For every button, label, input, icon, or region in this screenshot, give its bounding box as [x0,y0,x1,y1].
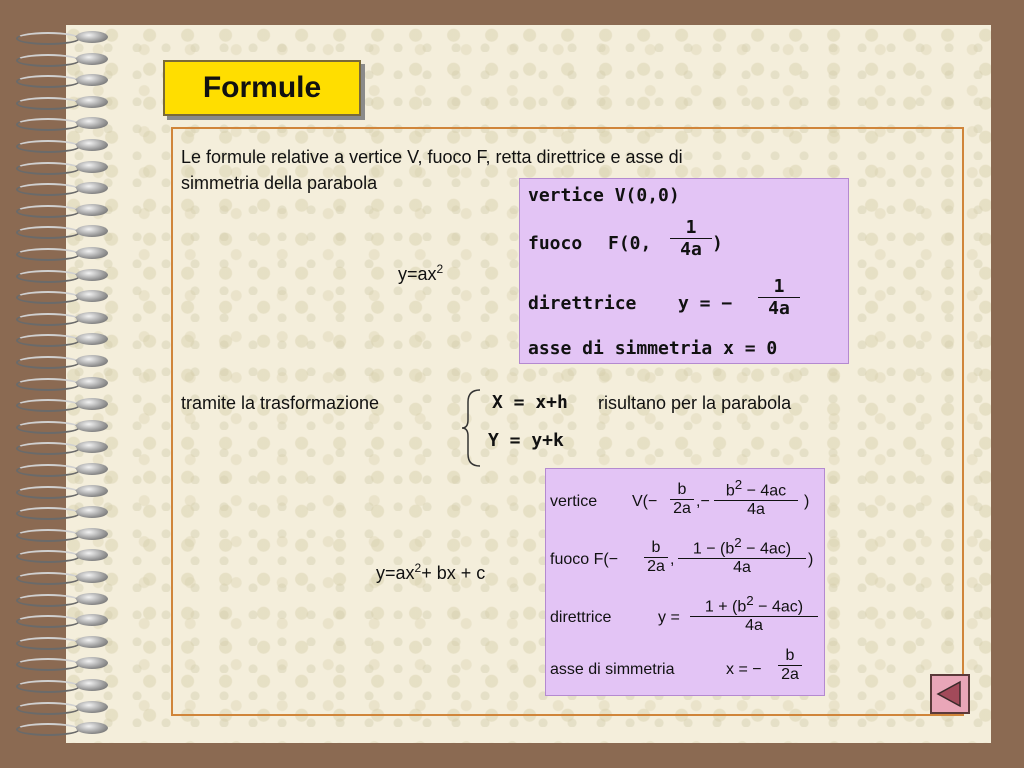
equation-simple-exponent: 2 [436,262,444,276]
formula-box-simple [519,178,849,364]
spiral-ring-icon [6,376,108,390]
focus-open: F(0, [608,233,652,254]
spiral-ring-icon [6,548,108,562]
intro-text-line2: simmetria della parabola [181,173,378,193]
g-focus-frac2 [678,535,806,577]
square-exponent: 2 [734,535,742,550]
minus-4ac: − 4ac) [753,598,804,616]
g-focus-frac2-num [678,535,806,558]
g-focus-frac2-den: 4a [733,559,751,577]
g-focus-close: ) [808,551,814,568]
spiral-ring-icon [6,635,108,649]
result-label: risultano per la parabola [598,393,792,413]
spiral-ring-icon [6,73,108,87]
g-axis-frac [778,647,802,684]
directrix-fraction-den: 4a [768,298,790,319]
spiral-ring-icon [6,700,108,714]
b-symbol: b [725,482,735,500]
back-arrow-icon [936,680,964,708]
spiral-ring-icon [6,505,108,519]
equation-simple-base: y=ax [398,264,437,284]
one-minus-b: 1 − (b [692,540,735,558]
equation-simple [398,256,443,287]
g-directrix-frac-num [690,593,818,616]
spiral-ring-icon [6,332,108,346]
g-vertex-frac1-num: b [677,481,687,498]
spiral-ring-icon [6,354,108,368]
spiral-ring-icon [6,721,108,735]
spiral-ring-icon [6,289,108,303]
equation-general-exponent: 2 [414,561,422,575]
spiral-ring-icon [6,116,108,130]
g-axis-frac-den: 2a [781,666,799,683]
g-vertex-close: ) [804,493,810,510]
directrix-fraction [758,276,800,319]
g-vertex-frac2-num [714,477,798,500]
spiral-ring-icon [6,527,108,541]
spiral-ring-icon [6,678,108,692]
spiral-ring-icon [6,484,108,498]
spiral-ring-icon [6,181,108,195]
spiral-ring-icon [6,203,108,217]
g-focus-comma: , [670,551,675,568]
spiral-ring-icon [6,570,108,584]
intro-text-line1: Le formule relative a vertice V, fuoco F, retta direttrice e asse di [181,147,683,167]
spiral-ring-icon [6,419,108,433]
directrix-eq: y = − [678,293,733,314]
g-vertex-frac2-den: 4a [747,501,765,519]
g-vertex-frac2 [714,477,798,519]
focus-fraction-num: 1 [685,217,697,238]
minus-4ac: − 4ac [742,482,787,500]
g-focus-label: fuoco F(− [550,551,619,568]
g-vertex-frac1-den: 2a [673,500,691,517]
directrix-label: direttrice [528,293,637,314]
spiral-ring-icon [6,656,108,670]
spiral-ring-icon [6,268,108,282]
spiral-ring-icon [6,246,108,260]
page-title-box [163,60,361,116]
spiral-ring-icon [6,613,108,627]
g-directrix-frac-den: 4a [745,617,763,635]
equation-general-base: y=ax [376,563,415,583]
transform-x: X = x+h [492,392,568,413]
g-axis-frac-num: b [785,647,795,664]
axis-formula: asse di simmetria x = 0 [528,338,778,359]
one-plus-b: 1 + (b [704,598,747,616]
spiral-ring-icon [6,52,108,66]
transformation-label: tramite la trasformazione [181,393,380,413]
back-button[interactable] [930,674,970,714]
spiral-ring-icon [6,95,108,109]
g-vertex-open: V(− [632,493,658,510]
square-exponent: 2 [734,477,743,492]
g-vertex-frac1 [670,481,694,518]
focus-fraction [670,217,712,260]
formula-box-general [545,468,825,696]
directrix-fraction-num: 1 [773,276,785,297]
transform-y: Y = y+k [488,430,564,451]
equation-general-rest: + bx + c [421,563,486,583]
g-axis-label: asse di simmetria [550,661,675,678]
g-focus-frac1 [644,539,668,576]
spiral-ring-icon [6,224,108,238]
page-title: Formule [202,71,322,104]
g-axis-eq: x = − [726,661,762,678]
equation-general [376,555,485,586]
spiral-ring-icon [6,592,108,606]
g-directrix-frac [690,593,818,635]
spiral-ring-icon [6,30,108,44]
focus-fraction-den: 4a [680,239,702,260]
vertex-formula: vertice V(0,0) [528,185,680,206]
spiral-ring-icon [6,397,108,411]
g-directrix-eq: y = [658,609,680,626]
spiral-ring-icon [6,138,108,152]
g-focus-frac1-den: 2a [647,558,665,575]
focus-close: ) [712,233,723,254]
minus-4ac: − 4ac) [741,540,792,558]
g-directrix-label: direttrice [550,609,612,626]
g-focus-frac1-num: b [651,539,661,556]
focus-label: fuoco [528,233,583,254]
g-vertex-comma: ,− [696,493,710,510]
spiral-ring-icon [6,440,108,454]
spiral-ring-icon [6,160,108,174]
spiral-ring-icon [6,462,108,476]
spiral-ring-icon [6,311,108,325]
square-exponent: 2 [746,593,754,608]
brace-icon [462,388,484,468]
g-vertex-label: vertice [550,493,598,510]
